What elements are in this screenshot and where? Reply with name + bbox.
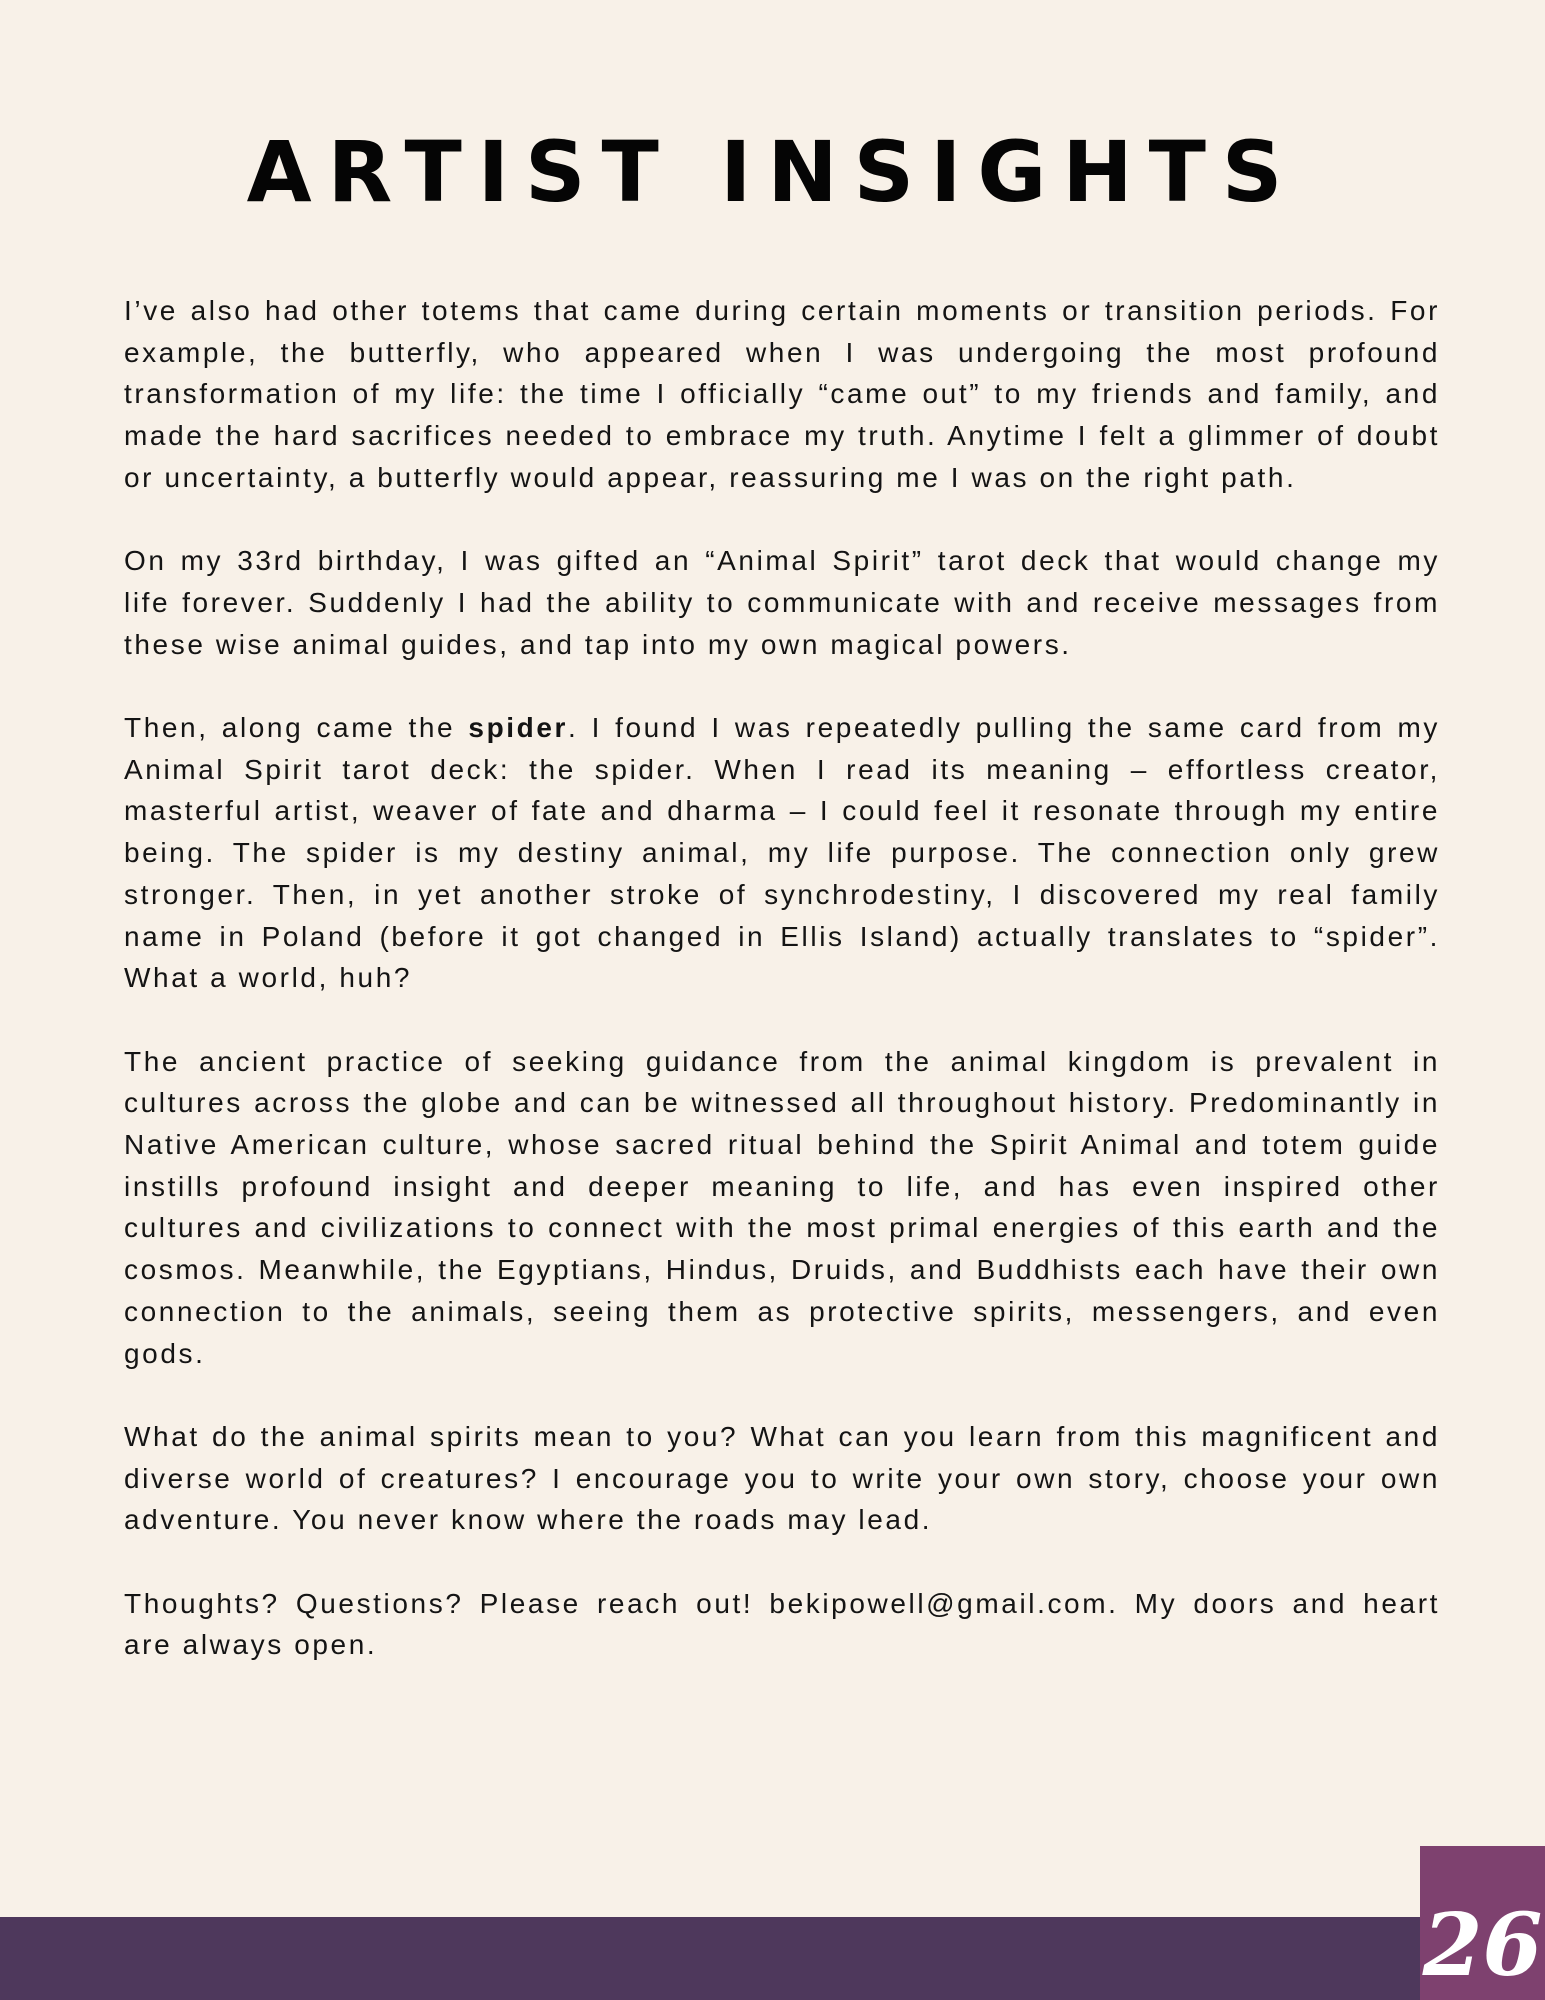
spider-highlight: spider [468, 712, 569, 743]
page-number: 26 [1422, 1895, 1543, 1996]
footer-bar [0, 1917, 1545, 2000]
paragraph-spider-rest: . I found I was repeatedly pulling the same card from my Animal Spirit tarot deck: the spider. When I read its meaning – effortless creator, masterful artist, weaver of fate and dharma – I could feel it resonate through my entire being. The spider is my destiny animal, my life purpose. The connection only grew stronger. Then, in yet another stroke of synchrodestiny, I discovered my real family name in Poland (before it got changed in Ellis Island) actually translates to “spider”. What a world, huh? [124, 712, 1440, 994]
page-title: ARTIST INSIGHTS [246, 123, 1299, 221]
page-number-badge [1420, 1846, 1545, 2000]
paragraph-contact: Thoughts? Questions? Please reach out! bekipowell@gmail.com. My doors and heart are always open. [124, 1587, 1440, 1661]
paragraph-tarot-deck: On my 33rd birthday, I was gifted an “Animal Spirit” tarot deck that would change my life forever. Suddenly I had the ability to communicate with and receive messages from these wise animal guides, and tap into my own magical powers. [124, 545, 1440, 660]
article-body [124, 290, 1440, 1708]
paragraph-spider-intro: Then, along came the [124, 712, 469, 743]
paragraph-questions: What do the animal spirits mean to you? What can you learn from this magnificent and diverse world of creatures? I encourage you to write your own story, choose your own adventure. You never know where the roads may lead. [124, 1420, 1440, 1536]
paragraph-spider [124, 707, 1440, 999]
paragraph-totems: I’ve also had other totems that came during certain moments or transition periods. For example, the butterfly, who appeared when I was undergoing the most profound transformation of my life: the time I officially “came out” to my friends and family, and made the hard sacrifices needed to embrace my truth. Anytime I felt a glimmer of doubt or uncertainty, a butterfly would appear, reassuring me I was on the right path. [124, 295, 1440, 493]
paragraph-ancient-practice: The ancient practice of seeking guidance from the animal kingdom is prevalent in cultures across the globe and can be witnessed all throughout history. Predominantly in Native American culture, whose sacred ritual behind the Spirit Animal and totem guide instills profound insight and deeper meaning to life, and has even inspired other cultures and civilizations to connect with the most primal energies of this earth and the cosmos. Meanwhile, the Egyptians, Hindus, Druids, and Buddhists each have their own connection to the animals, seeing them as protective spirits, messengers, and even gods. [124, 1045, 1440, 1369]
